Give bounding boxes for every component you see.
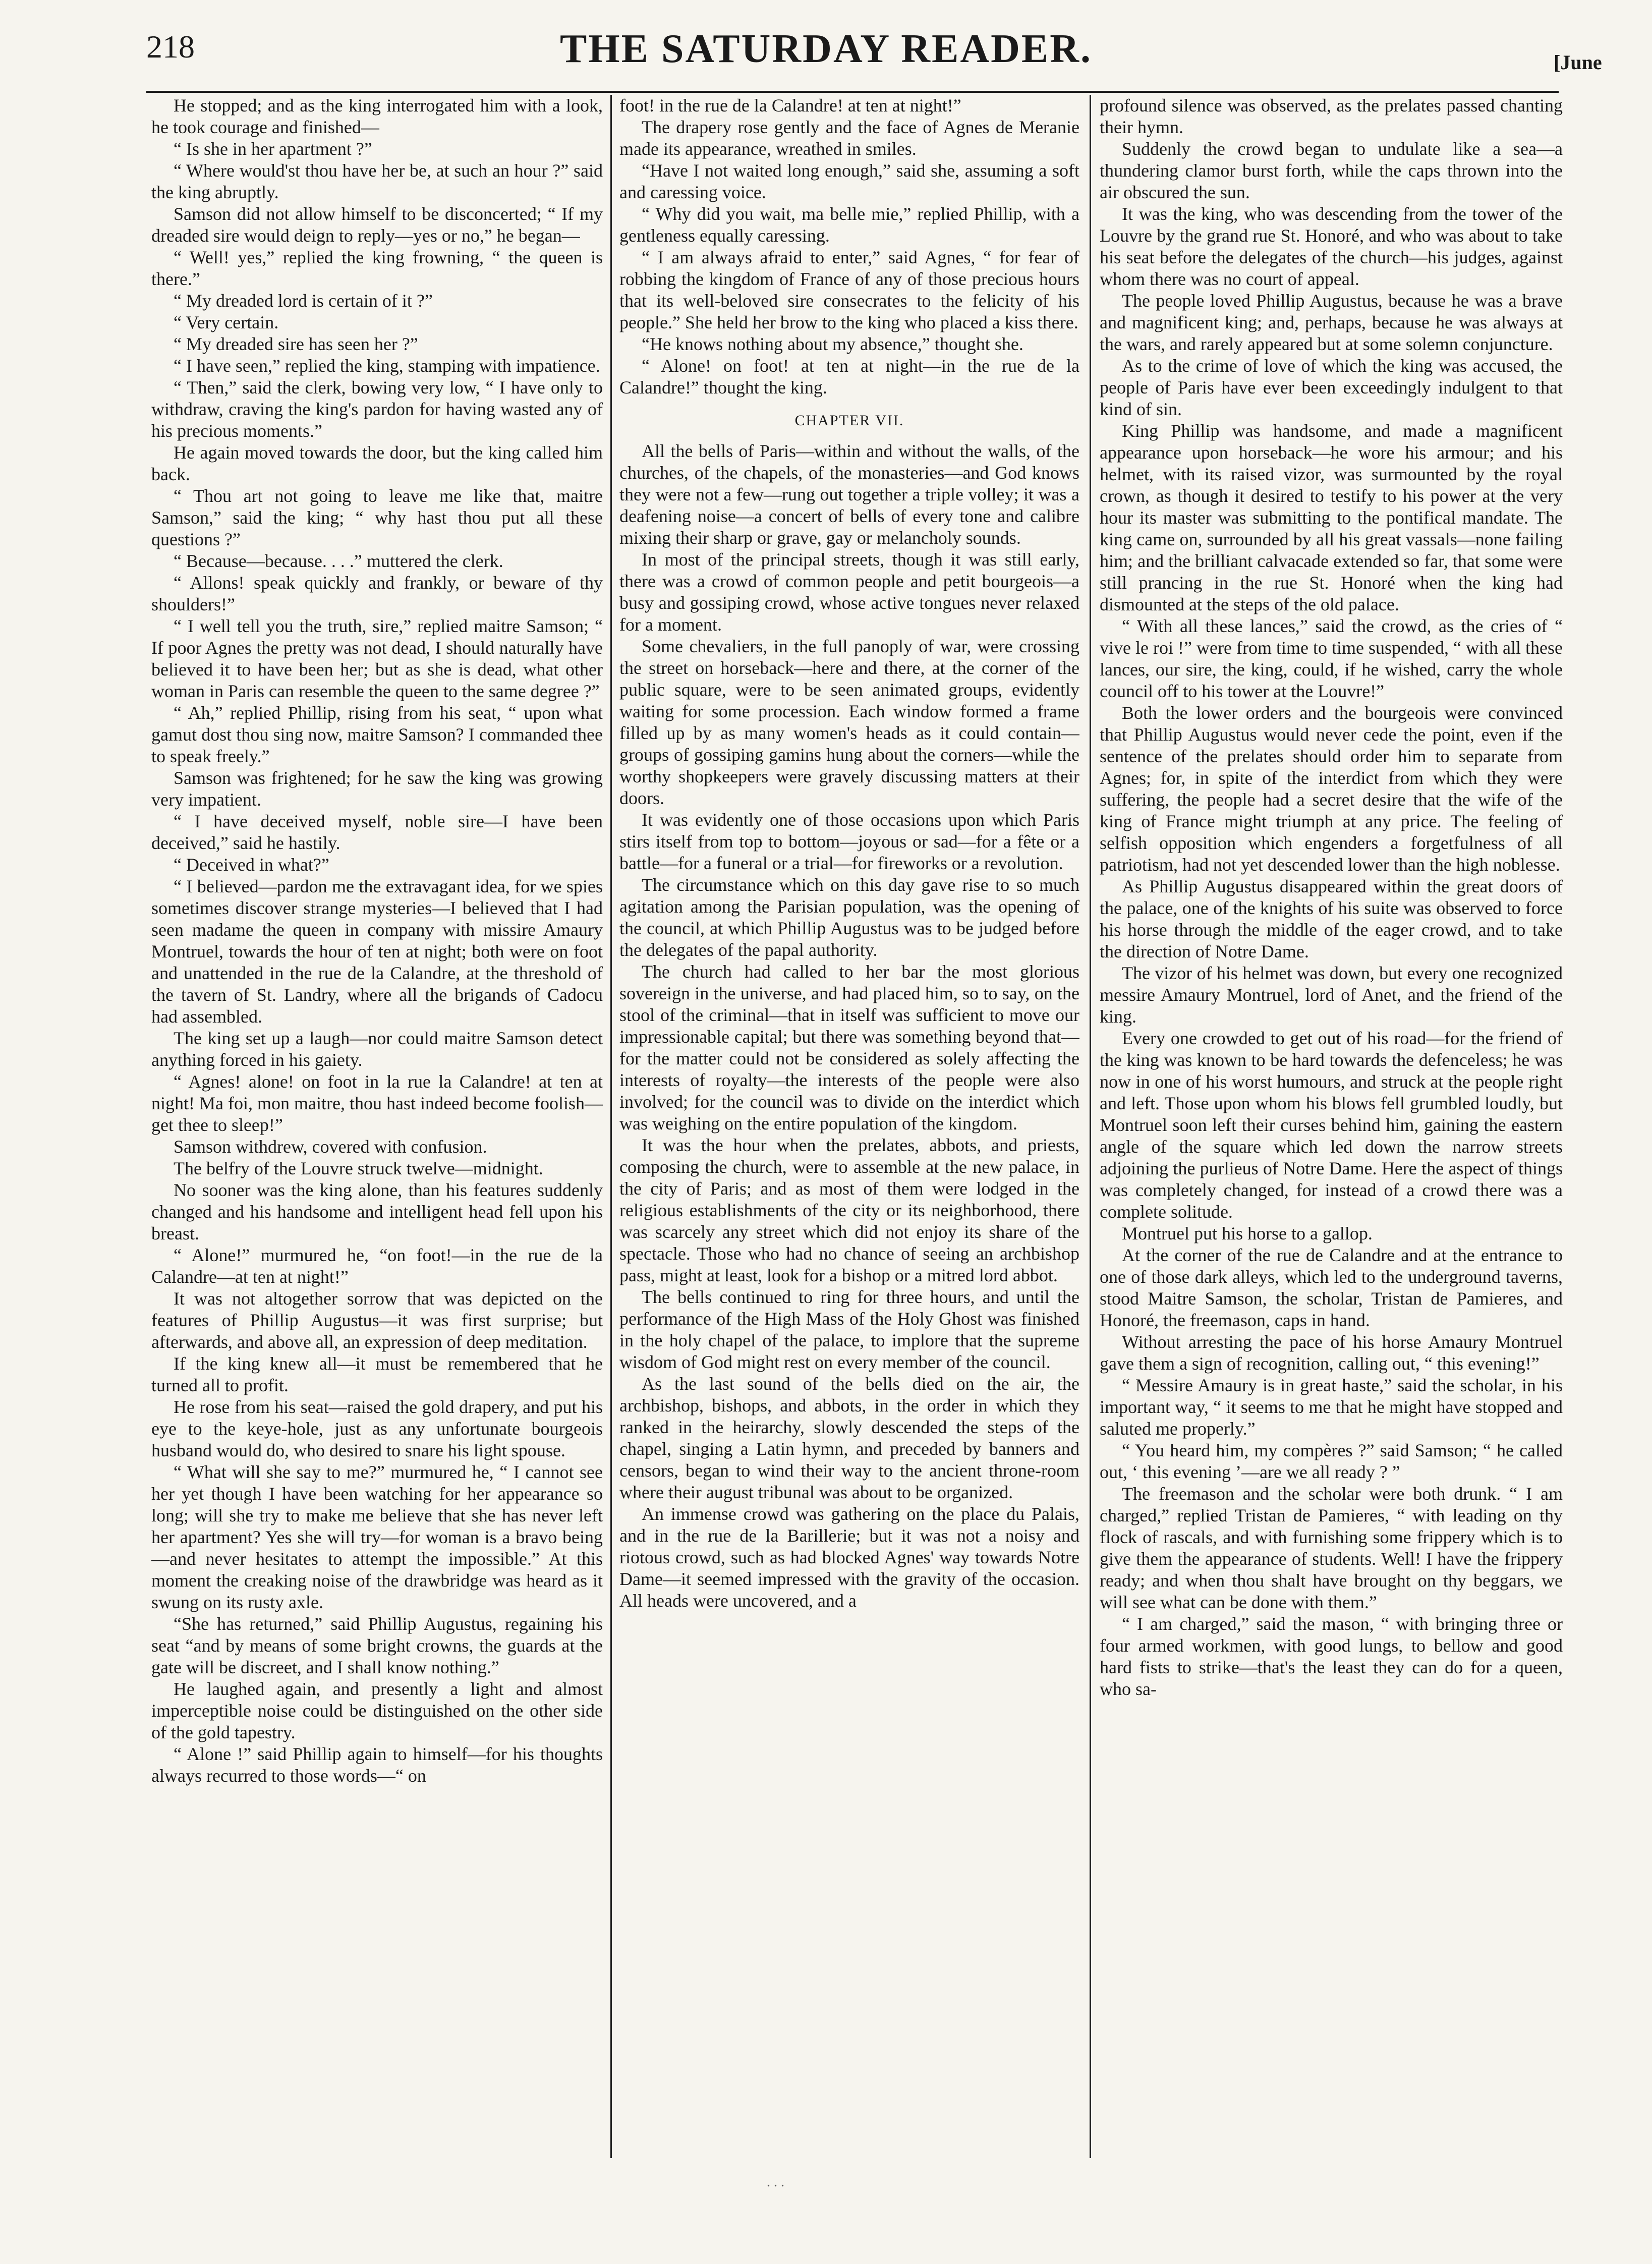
header-rule [146,91,1559,93]
paragraph: The circumstance which on this day gave rise to so much agitation among the Parisian population, was the opening of the council, at which Phillip Augustus was to be judged before the delegates of the papal authority. [619,875,1079,960]
issue-date: [June [1554,51,1602,74]
paragraph: As Phillip Augustus disappeared within the great doors of the palace, one of the knights of his suite was observed to force his horse through the middle of the eager crowd, and to take the direction of Notre Dame. [1100,876,1563,961]
paragraph: All the bells of Paris—within and without the walls, of the churches, of the chapels, of the monasteries—and God knows they were not a few—rung out together a triple volley; it was a deafening noise—a concert of bells of every tone and calibre mixing their sharp or grave, gay or melancholy sounds. [619,441,1079,548]
column-2-part-b [619,440,1079,1612]
paragraph: The freemason and the scholar were both drunk. “ I am charged,” replied Tristan de Pamieres, “ with leading on thy flock of rascals, and with furnishing some frippery which is to give them the appearance of students. Well! I have the frippery ready; and when thou shalt have brought on thy beggars, we will see what can be done with them.” [1100,1484,1563,1612]
paragraph: The vizor of his helmet was down, but every one recognized messire Amaury Montruel, lord of Anet, and the friend of the king. [1100,963,1563,1027]
paragraph: “ Deceived in what?” [174,855,329,875]
paragraph: “ You heard him, my compères ?” said Samson; “ he called out, ‘ this evening ’—are we all ready ? ” [1100,1440,1563,1482]
paragraph: “ Very certain. [174,312,279,332]
paragraph: If the king knew all—it must be remembered that he turned all to profit. [151,1353,603,1395]
paragraph: profound silence was observed, as the prelates passed chanting their hymn. [1100,95,1563,137]
paragraph: The people loved Phillip Augustus, because he was a brave and magnificent king; and, perhaps, because he was always at the wars, and rarely appeared but at some solemn conjuncture. [1100,291,1563,354]
paragraph: As to the crime of love of which the king was accused, the people of Paris have ever been exceedingly indulgent to that kind of sin. [1100,356,1563,419]
paragraph: “ Well! yes,” replied the king frowning, “ the queen is there.” [151,247,603,289]
masthead-title: THE SATURDAY READER. [560,27,1092,71]
paragraph: Without arresting the pace of his horse Amaury Montruel gave them a sign of recognition, calling out, “ this evening!” [1100,1332,1563,1374]
paragraph: The drapery rose gently and the face of Agnes de Meranie made its appearance, wreathed in smiles. [619,117,1079,159]
paragraph: foot! in the rue de la Calandre! at ten at night!” [619,95,961,116]
paragraph: No sooner was the king alone, than his features suddenly changed and his handsome and intelligent head fell upon his breast. [151,1180,603,1243]
paragraph: Every one crowded to get out of his road—for the friend of the king was known to be hard towards the defenceless; he was now in one of his worst humours, and struck at the people right and left. Those upon whom his blows fell grumbled loudly, but Montruel soon left their curses behind him, gaining the eastern angle of the square which led down the narrow streets adjoining the purlieus of Notre Dame. Here the aspect of things was completely changed, for instead of a crowd there was a complete solitude. [1100,1028,1563,1222]
paragraph: “ My dreaded sire has seen her ?” [174,334,418,354]
paragraph: King Phillip was handsome, and made a magnificent appearance upon horseback—he wore his armour; and his helmet, with its raised vizor, was surmounted by the royal crown, as though it desired to testify to his power at the very hour its master was submitting to the pontifical mandate. The king came on, surrounded by all his great vassals—none failing him; and the brilliant calvacade extended so far, that some were still prancing in the rue St. Honoré when the king had dismounted at the steps of the old palace. [1100,421,1563,614]
paragraph: “ Alone !” said Phillip again to himself—for his thoughts always recurred to those words—“ on [151,1744,603,1786]
paragraph: The bells continued to ring for three hours, and until the performance of the High Mass of the Holy Ghost was finished in the holy chapel of the palace, to implore that the supreme wisdom of God might rest on every member of the council. [619,1287,1079,1372]
chapter-heading: CHAPTER VII. [794,412,904,429]
paragraph: “ Agnes! alone! on foot in la rue la Calandre! at ten at night! Ma foi, mon maitre, thou hast indeed become foolish—get thee to sleep!” [151,1071,603,1135]
paragraph: “ What will she say to me?” murmured he, “ I cannot see her yet though I have been watching for her appearance so long; will she try to make me believe that she has never left her apartment? Yes she will try—for woman is a bravo being—and never hesitates to attempt the impossible.” At this moment the creaking noise of the drawbridge was heard as it swung on its rusty axle. [151,1462,603,1612]
page-header [0,0,1652,91]
paragraph: “ I well tell you the truth, sire,” replied maitre Samson; “ If poor Agnes the pretty was not dead, I should naturally have believed it to have been her; but as she is dead, what other woman in Paris can resemble the queen to the same degree ?” [151,616,603,701]
column-2 [619,95,1079,2158]
footer-mark: . . . [767,2174,784,2190]
paragraph: “ Where would'st thou have her be, at such an hour ?” said the king abruptly. [151,160,603,202]
paragraph: He stopped; and as the king interrogated him with a look, he took courage and finished— [151,95,603,137]
page-number: 218 [146,29,195,65]
column-divider [610,95,612,2158]
column-2-part-a [619,95,1079,399]
paragraph: An immense crowd was gathering on the place du Palais, and in the rue de la Barillerie; but it was not a noisy and riotous crowd, such as had blocked Agnes' way towards Notre Dame—it seemed impressed with the gravity of the occasion. All heads were uncovered, and a [619,1504,1079,1611]
paragraph: “He knows nothing about my absence,” thought she. [642,334,1023,354]
paragraph: The king set up a laugh—nor could maitre Samson detect anything forced in his gaiety. [151,1028,603,1070]
paragraph: “ Is she in her apartment ?” [174,139,372,159]
paragraph: “She has returned,” said Phillip Augustus, regaining his seat “and by means of some bright crowns, the guards at the gate will be discreet, and I shall know nothing.” [151,1614,603,1677]
paragraph: “ Allons! speak quickly and frankly, or beware of thy shoulders!” [151,573,603,614]
paragraph: “Have I not waited long enough,” said she, assuming a soft and caressing voice. [619,160,1079,202]
paragraph: “ I have deceived myself, noble sire—I have been deceived,” said he hastily. [151,811,603,853]
paragraph: “ Ah,” replied Phillip, rising from his seat, “ upon what gamut dost thou sing now, maitre Samson? I commanded thee to speak freely.” [151,703,603,766]
paragraph: Suddenly the crowd began to undulate like a sea—a thundering clamor burst forth, while the caps thrown into the air obscured the sun. [1100,139,1563,202]
paragraph: Montruel put his horse to a gallop. [1122,1223,1373,1243]
paragraph: “ Then,” said the clerk, bowing very low, “ I have only to withdraw, craving the king's pardon for having wasted any of his precious moments.” [151,377,603,441]
paragraph: “ With all these lances,” said the crowd, as the cries of “ vive le roi !” were from time to time suspended, “ with all these lances, our sire, the king, could, if he wished, carry the whole council off to his tower at the Louvre!” [1100,616,1563,701]
paragraph: “ Because—because. . . .” muttered the clerk. [174,551,503,571]
paragraph: “ I am charged,” said the mason, “ with bringing three or four armed workmen, with good lungs, to bellow and good hard fists to strike—that's the least they can do for a queen, who sa- [1100,1614,1563,1699]
paragraph: At the corner of the rue de Calandre and at the entrance to one of those dark alleys, which led to the underground taverns, stood Maitre Samson, the scholar, Tristan de Pamieres, and Honoré, the freemason, caps in hand. [1100,1245,1563,1330]
column-divider [1090,95,1091,2158]
paragraph: Some chevaliers, in the full panoply of war, were crossing the street on horseback—here and there, at the corner of the public square, were to be seen animated groups, evidently waiting for some procession. Each window formed a frame filled up by as many women's heads as it could contain—groups of gossiping gamins hung about the corners—while the worthy shopkeepers were gravely discussing matters at their doors. [619,636,1079,808]
paragraph: “ Messire Amaury is in great haste,” said the scholar, in his important way, “ it seems to me that he might have stopped and saluted me properly.” [1100,1375,1563,1439]
paragraph: “ I am always afraid to enter,” said Agnes, “ for fear of robbing the kingdom of France of any of those precious hours that its well-beloved sire consecrates to the felicity of his people.” She held her brow to the king who placed a kiss there. [619,247,1079,332]
paragraph: It was evidently one of those occasions upon which Paris stirs itself from top to bottom—joyous or sad—for a fête or a battle—for a funeral or a trial—for fireworks or a revolution. [619,810,1079,873]
paragraph: It was the hour when the prelates, abbots, and priests, composing the church, were to assemble at the new palace, in the city of Paris; and as most of them were lodged in the religious establishments of the city or its neighborhood, there was scarcely any street which did not enjoy its share of the spectacle. Those who had no chance of seeing an archbishop pass, might at least, look for a bishop or a mitred lord abbot. [619,1135,1079,1285]
paragraph: The church had called to her bar the most glorious sovereign in the universe, and had placed him, so to say, on the stool of the criminal—that in itself was sufficient to move our impressionable capital; but there was something beyond that—for the matter could not be considered as solely affecting the interests of royalty—the interests of the people were also involved; for the council was to divide on the interdict which was weighing on the entire population of the kingdom. [619,961,1079,1134]
paragraph: He laughed again, and presently a light and almost imperceptible noise could be distinguished on the other side of the gold tapestry. [151,1679,603,1742]
paragraph: “ Alone!” murmured he, “on foot!—in the rue de la Calandre—at ten at night!” [151,1245,603,1287]
column-1 [151,95,603,2158]
paragraph: Both the lower orders and the bourgeois were convinced that Phillip Augustus would never cede the point, even if the sentence of the prelates should order him to separate from Agnes; for, in spite of the interdict from which they were suffering, the people had a secret desire that the wife of the king of France might triumph at any price. The feeling of selfish opposition which engenders a forgetfulness of all patriotism, had not yet descended lower than the high noblesse. [1100,703,1563,875]
paragraph: “ I believed—pardon me the extravagant idea, for we spies sometimes discover strange mysteries—I believed that I had seen madame the queen in company with missire Amaury Montruel, towards the hour of ten at night; both were on foot and unattended in the rue de la Calandre, at the threshold of the tavern of St. Landry, where all the brigands of Cadocu had assembled. [151,876,603,1027]
paragraph: As the last sound of the bells died on the air, the archbishop, bishops, and abbots, in the order in which they ranked in the heirarchy, slowly descended the steps of the chapel, singing a Latin hymn, and preceded by banners and censors, began to wind their way to the ancient throne-room where their august tribunal was about to be organized. [619,1374,1079,1502]
paragraph: He rose from his seat—raised the gold drapery, and put his eye to the keye-hole, just as any unfortunate bourgeois husband would do, who desired to snare his light spouse. [151,1397,603,1460]
paragraph: “ My dreaded lord is certain of it ?” [174,291,433,311]
paragraph: The belfry of the Louvre struck twelve—midnight. [174,1158,543,1178]
column-3 [1100,95,1563,2158]
paragraph: It was the king, who was descending from the tower of the Louvre by the grand rue St. Honoré, and who was about to take his seat before the delegates of the church—his judges, against whom there was no court of appeal. [1100,204,1563,289]
paragraph: Samson did not allow himself to be disconcerted; “ If my dreaded sire would deign to reply—yes or no,” he began— [151,204,603,246]
paragraph: Samson withdrew, covered with confusion. [174,1137,487,1157]
paragraph: “ Alone! on foot! at ten at night—in the rue de la Calandre!” thought the king. [619,356,1079,398]
paragraph: “ Thou art not going to leave me like that, maitre Samson,” said the king; “ why hast thou put all these questions ?” [151,486,603,549]
paragraph: Samson was frightened; for he saw the king was growing very impatient. [151,768,603,810]
paragraph: In most of the principal streets, though it was still early, there was a crowd of common people and petit bourgeois—a busy and gossiping crowd, whose active tongues never relaxed for a moment. [619,549,1079,635]
paragraph: “ Why did you wait, ma belle mie,” replied Phillip, with a gentleness equally caressing. [619,204,1079,246]
paragraph: He again moved towards the door, but the king called him back. [151,442,603,484]
paragraph: It was not altogether sorrow that was depicted on the features of Phillip Augustus—it was first surprise; but afterwards, and above all, an expression of deep meditation. [151,1288,603,1352]
paragraph: “ I have seen,” replied the king, stamping with impatience. [174,356,600,376]
